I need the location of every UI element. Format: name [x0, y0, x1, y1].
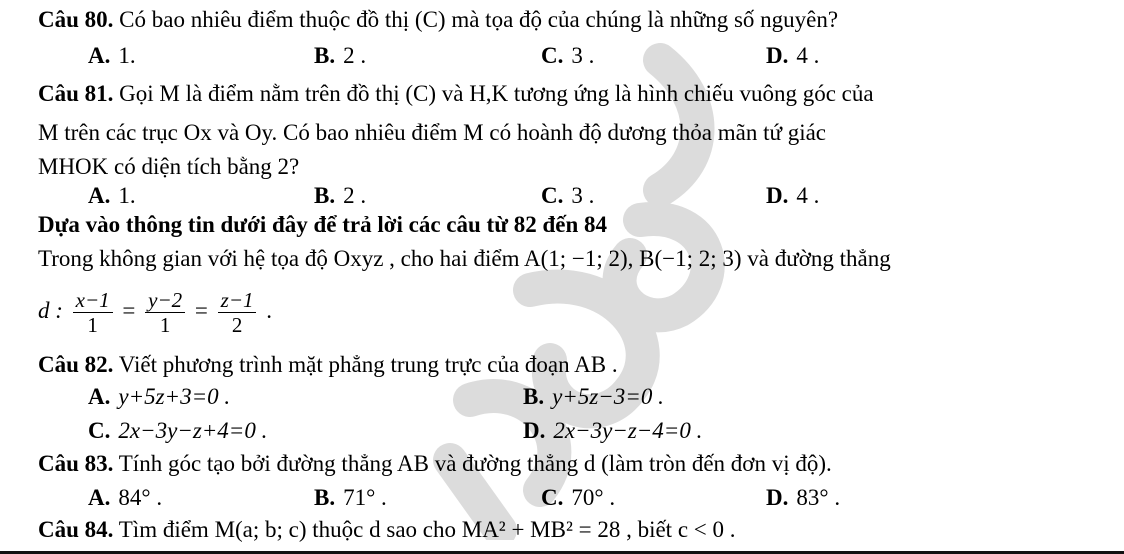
option-label: B.	[523, 384, 545, 409]
equals-sign: =	[194, 298, 208, 323]
question-label: Câu 83.	[38, 451, 114, 476]
question-label: Câu 81.	[38, 81, 114, 106]
option-label: C.	[541, 43, 564, 68]
equation-prefix: d :	[38, 298, 63, 323]
option-label: A.	[88, 43, 111, 68]
option-text: 1.	[118, 43, 136, 68]
option-text: 2x−3y−z−4=0 .	[553, 418, 703, 443]
fraction-denominator: 1	[159, 313, 171, 338]
q83-option-d[interactable]	[766, 484, 840, 512]
fraction-numerator: z−1	[218, 288, 257, 313]
option-text: 2 .	[343, 43, 367, 68]
option-text: 3 .	[571, 183, 595, 208]
option-text: 1.	[118, 183, 136, 208]
question-80	[38, 6, 1124, 34]
option-label: A.	[88, 183, 111, 208]
option-label: C.	[541, 485, 564, 510]
question-84	[38, 516, 1124, 544]
option-label: A.	[88, 384, 111, 409]
q82-option-d[interactable]	[523, 417, 702, 445]
question-81-line-2: M trên các trục Ox và Oy. Có bao nhiêu điểm M có hoành độ dương thỏa mãn tứ giác	[38, 120, 827, 145]
fraction-numerator: y−2	[145, 288, 185, 313]
q80-option-b[interactable]	[314, 42, 366, 70]
option-label: D.	[523, 418, 546, 443]
question-label: Câu 80.	[38, 7, 114, 32]
q81-option-d[interactable]	[766, 182, 819, 210]
q81-option-b[interactable]	[314, 182, 366, 210]
equals-sign: =	[122, 298, 136, 323]
q81-option-c[interactable]	[541, 182, 594, 210]
option-text: 84° .	[118, 485, 163, 510]
question-81-line-3: MHOK có diện tích bằng 2?	[38, 154, 300, 179]
option-text: 70° .	[571, 485, 616, 510]
fraction-x	[73, 288, 113, 337]
option-label: B.	[314, 43, 336, 68]
option-text: y+5z−3=0 .	[552, 384, 664, 409]
option-text: 2x−3y−z+4=0 .	[118, 418, 268, 443]
question-83	[38, 450, 1124, 478]
option-text: 2 .	[343, 183, 367, 208]
question-text: Tính góc tạo bởi đường thẳng AB và đường thẳng d (làm tròn đến đơn vị độ).	[118, 451, 832, 476]
section-context: Trong không gian với hệ tọa độ Oxyz , cho hai điểm A(1; −1; 2), B(−1; 2; 3) và đường thẳng	[38, 246, 891, 271]
option-label: C.	[88, 418, 111, 443]
q80-option-c[interactable]	[541, 42, 594, 70]
option-label: D.	[766, 485, 789, 510]
q82-option-a[interactable]	[88, 383, 230, 411]
q81-option-a[interactable]	[88, 182, 136, 210]
option-text: 3 .	[571, 43, 595, 68]
option-text: 4 .	[796, 183, 820, 208]
option-label: D.	[766, 183, 789, 208]
question-label: Câu 84.	[38, 517, 114, 542]
q83-option-c[interactable]	[541, 484, 615, 512]
option-label: D.	[766, 43, 789, 68]
q82-option-b[interactable]	[523, 383, 664, 411]
line-d-equation	[38, 281, 1124, 341]
q83-option-b[interactable]	[314, 484, 387, 512]
question-text: Tìm điểm M(a; b; c) thuộc d sao cho MA² + MB² = 28 , biết c < 0 .	[118, 517, 736, 542]
option-label: B.	[314, 485, 336, 510]
fraction-z	[218, 288, 257, 337]
question-text: Có bao nhiêu điểm thuộc đồ thị (C) mà tọa độ của chúng là những số nguyên?	[119, 7, 839, 32]
question-text-line-1: Gọi M là điểm nằm trên đồ thị (C) và H,K tương ứng là hình chiếu vuông góc của	[119, 81, 874, 106]
section-heading: Dựa vào thông tin dưới đây để trả lời các câu từ 82 đến 84	[38, 212, 608, 237]
q80-option-d[interactable]	[766, 42, 819, 70]
option-text: 83° .	[796, 485, 841, 510]
q82-option-c[interactable]	[88, 417, 267, 445]
q80-option-a[interactable]	[88, 42, 136, 70]
option-label: C.	[541, 183, 564, 208]
option-text: y+5z+3=0 .	[118, 384, 231, 409]
option-label: A.	[88, 485, 111, 510]
question-81	[38, 80, 1124, 108]
option-text: 71° .	[343, 485, 387, 510]
option-label: B.	[314, 183, 336, 208]
question-82	[38, 351, 1124, 379]
fraction-denominator: 1	[87, 313, 98, 338]
fraction-denominator: 2	[231, 313, 243, 338]
option-text: 4 .	[796, 43, 820, 68]
fraction-numerator: x−1	[73, 288, 113, 313]
question-text: Viết phương trình mặt phẳng trung trực của đoạn AB .	[118, 352, 618, 377]
q83-option-a[interactable]	[88, 484, 162, 512]
question-label: Câu 82.	[38, 352, 114, 377]
fraction-y	[145, 288, 185, 337]
equation-end: .	[266, 298, 272, 323]
